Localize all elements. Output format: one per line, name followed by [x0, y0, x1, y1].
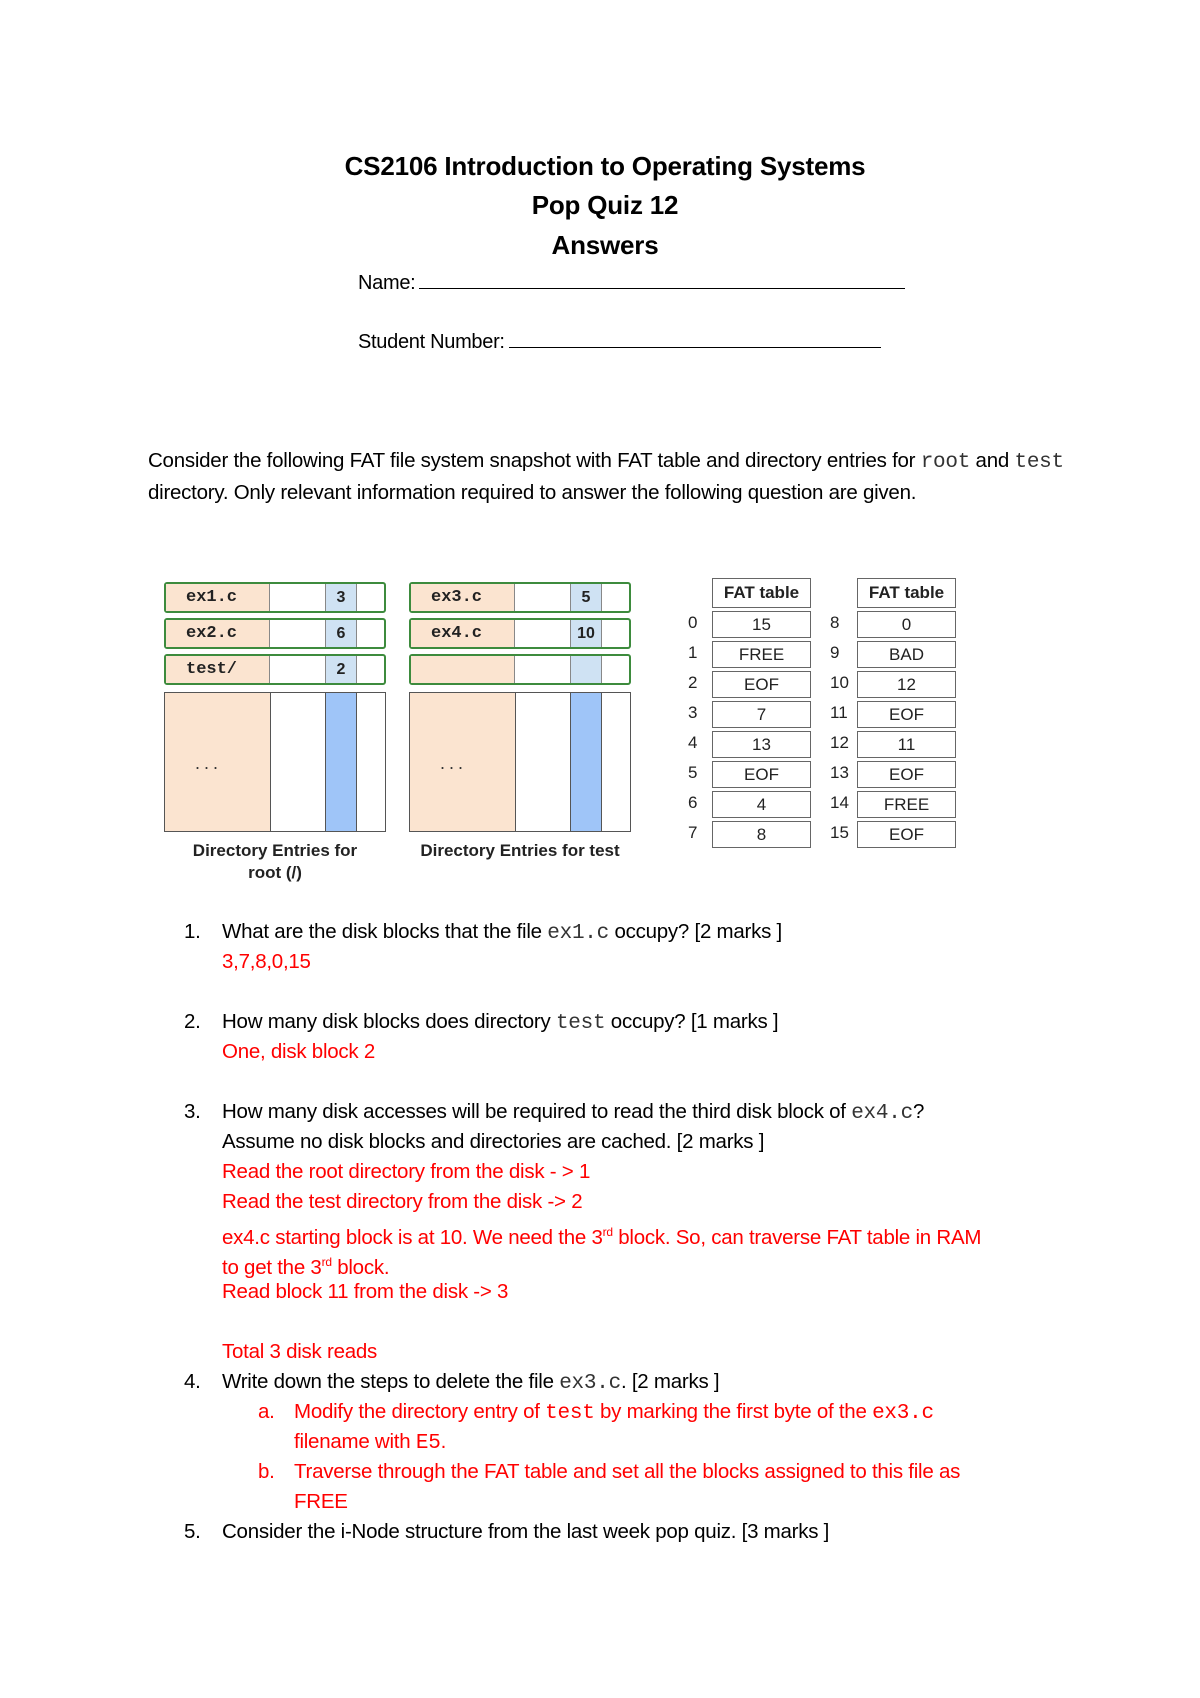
ans-sup: rd	[602, 1225, 613, 1239]
quiz-title: Pop Quiz 12	[531, 190, 679, 220]
fat-value: 8	[712, 821, 811, 848]
q-text: ?	[912, 1100, 925, 1123]
test-dir-remaining-entries	[409, 692, 631, 832]
fat-index: 15	[830, 823, 849, 842]
entry-name: ex3.c	[411, 584, 515, 611]
intro-text-1: Consider the following FAT file system snapshot with FAT table and directory entries for	[148, 449, 921, 472]
fat-value: FREE	[712, 641, 811, 668]
entry-block: 10	[570, 620, 602, 647]
q-text: What are the disk blocks that the file	[222, 920, 548, 943]
entry-name: ex2.c	[166, 620, 270, 647]
fat-index: 2	[688, 673, 698, 692]
sub-text	[294, 1397, 934, 1429]
ellipsis: ...	[440, 753, 468, 773]
q-text: How many disk accesses will be required to read the third disk block of	[222, 1100, 852, 1123]
fat-index: 14	[830, 793, 849, 812]
question-number: 3.	[184, 1100, 201, 1123]
ans-text: block.	[331, 1255, 390, 1279]
fat-index: 10	[830, 673, 849, 692]
q-code: ex1.c	[547, 922, 610, 945]
fat-index: 11	[830, 703, 848, 722]
root-entry	[164, 618, 386, 649]
intro-paragraph	[148, 446, 1078, 508]
fat-value: EOF	[857, 761, 956, 788]
fat-index: 12	[830, 733, 849, 752]
fat-value: EOF	[712, 761, 811, 788]
sub-text: Traverse through the FAT table and set all the blocks assigned to this file as	[294, 1460, 961, 1483]
entry-block: 2	[325, 656, 357, 683]
sub-text	[294, 1427, 446, 1459]
fat-value: EOF	[857, 821, 956, 848]
sub-letter: b.	[258, 1460, 275, 1483]
fat-index: 9	[830, 643, 840, 662]
student-number-blank-line[interactable]	[509, 327, 881, 348]
ans-text: to get the 3	[222, 1255, 322, 1279]
name-blank-line[interactable]	[419, 268, 905, 289]
root-dir-caption	[160, 840, 390, 884]
answer-3-step-2: Read the test directory from the disk -> 2	[222, 1190, 583, 1213]
q-text: . [2 marks ]	[620, 1370, 720, 1393]
ans-text: filename with	[294, 1430, 416, 1453]
name-field	[358, 268, 905, 295]
entry-block	[570, 656, 602, 683]
entry-name	[411, 656, 515, 683]
fat-index: 7	[688, 823, 698, 842]
question-number: 1.	[184, 920, 201, 943]
intro-text-2: directory. Only relevant information required to answer the following question are given.	[148, 481, 917, 504]
answer-3-total: Total 3 disk reads	[222, 1340, 378, 1363]
question-number: 5.	[184, 1520, 201, 1543]
answer-3-step-1: Read the root directory from the disk - > 1	[222, 1160, 591, 1183]
answers-title: Answers	[551, 230, 659, 260]
ans-code: E5	[415, 1432, 441, 1455]
fat-table-header: FAT table	[857, 578, 956, 608]
fat-value: 12	[857, 671, 956, 698]
question-text	[222, 917, 782, 949]
fat-index: 4	[688, 733, 698, 752]
fat-value: 11	[857, 731, 956, 758]
ans-text: Modify the directory entry of	[294, 1400, 546, 1423]
block-column	[325, 693, 357, 831]
question-text	[222, 1097, 924, 1129]
ans-sup: rd	[321, 1255, 332, 1269]
root-dir-remaining-entries	[164, 692, 386, 832]
sub-text: FREE	[294, 1490, 348, 1513]
q-text: occupy? [1 marks ]	[605, 1010, 779, 1033]
entry-name: test/	[166, 656, 270, 683]
ans-code: test	[545, 1402, 595, 1425]
fat-value: 4	[712, 791, 811, 818]
caption-line: Directory Entries for	[192, 841, 358, 860]
block-column	[570, 693, 602, 831]
answer-3-step-4: Read block 11 from the disk -> 3	[222, 1280, 509, 1303]
entry-name: ex4.c	[411, 620, 515, 647]
fat-index: 0	[688, 613, 698, 632]
fat-index: 5	[688, 763, 698, 782]
q-code: ex4.c	[851, 1102, 913, 1125]
ans-text: by marking the first byte of the	[594, 1400, 873, 1423]
student-number-field	[358, 327, 881, 354]
question-number: 2.	[184, 1010, 201, 1033]
fat-index: 8	[830, 613, 840, 632]
course-title: CS2106 Introduction to Operating Systems	[344, 151, 866, 181]
entry-block: 5	[570, 584, 602, 611]
question-text	[222, 1367, 719, 1399]
ellipsis: ...	[195, 753, 223, 773]
fat-index: 3	[688, 703, 698, 722]
root-entry	[164, 582, 386, 613]
fat-index: 13	[830, 763, 849, 782]
fat-table-header: FAT table	[712, 578, 811, 608]
name-label: Name:	[358, 272, 416, 294]
fat-value: FREE	[857, 791, 956, 818]
test-entry	[409, 618, 631, 649]
fat-value: EOF	[712, 671, 811, 698]
fat-value: 15	[712, 611, 811, 638]
question-text: Consider the i-Node structure from the last week pop quiz. [3 marks ]	[222, 1520, 830, 1543]
ans-text: .	[440, 1430, 447, 1453]
q-code: ex3.c	[559, 1372, 621, 1395]
intro-code-test: test	[1014, 451, 1064, 474]
test-entry	[409, 582, 631, 613]
fat-index: 1	[688, 643, 698, 662]
fat-index: 6	[688, 793, 698, 812]
student-number-label: Student Number:	[358, 331, 505, 353]
entry-name: ex1.c	[166, 584, 270, 611]
answer-2: One, disk block 2	[222, 1040, 375, 1063]
caption-line: root (/)	[248, 863, 302, 882]
fat-value: 0	[857, 611, 956, 638]
root-entry	[164, 654, 386, 685]
fat-value: 13	[712, 731, 811, 758]
q-code: test	[555, 1012, 606, 1035]
fat-value: 7	[712, 701, 811, 728]
ans-text: ex4.c starting block is at 10. We need the 3	[222, 1225, 603, 1249]
q-text: How many disk blocks does directory	[222, 1010, 556, 1033]
answer-1: 3,7,8,0,15	[222, 950, 311, 973]
fat-value: EOF	[857, 701, 956, 728]
q-text: occupy? [2 marks ]	[609, 920, 782, 943]
test-entry	[409, 654, 631, 685]
q-text: Write down the steps to delete the file	[222, 1370, 560, 1393]
question-number: 4.	[184, 1370, 201, 1393]
intro-text-and: and	[970, 449, 1015, 472]
sub-letter: a.	[258, 1400, 275, 1423]
test-dir-caption: Directory Entries for test	[420, 841, 620, 860]
entry-block: 3	[325, 584, 357, 611]
fat-value: BAD	[857, 641, 956, 668]
question-text	[222, 1007, 778, 1039]
ans-text: block. So, can traverse FAT table in RAM	[612, 1225, 982, 1249]
entry-block: 6	[325, 620, 357, 647]
ans-code: ex3.c	[872, 1402, 934, 1425]
intro-code-root: root	[920, 451, 971, 474]
question-3-line-2: Assume no disk blocks and directories are cached. [2 marks ]	[222, 1130, 765, 1153]
